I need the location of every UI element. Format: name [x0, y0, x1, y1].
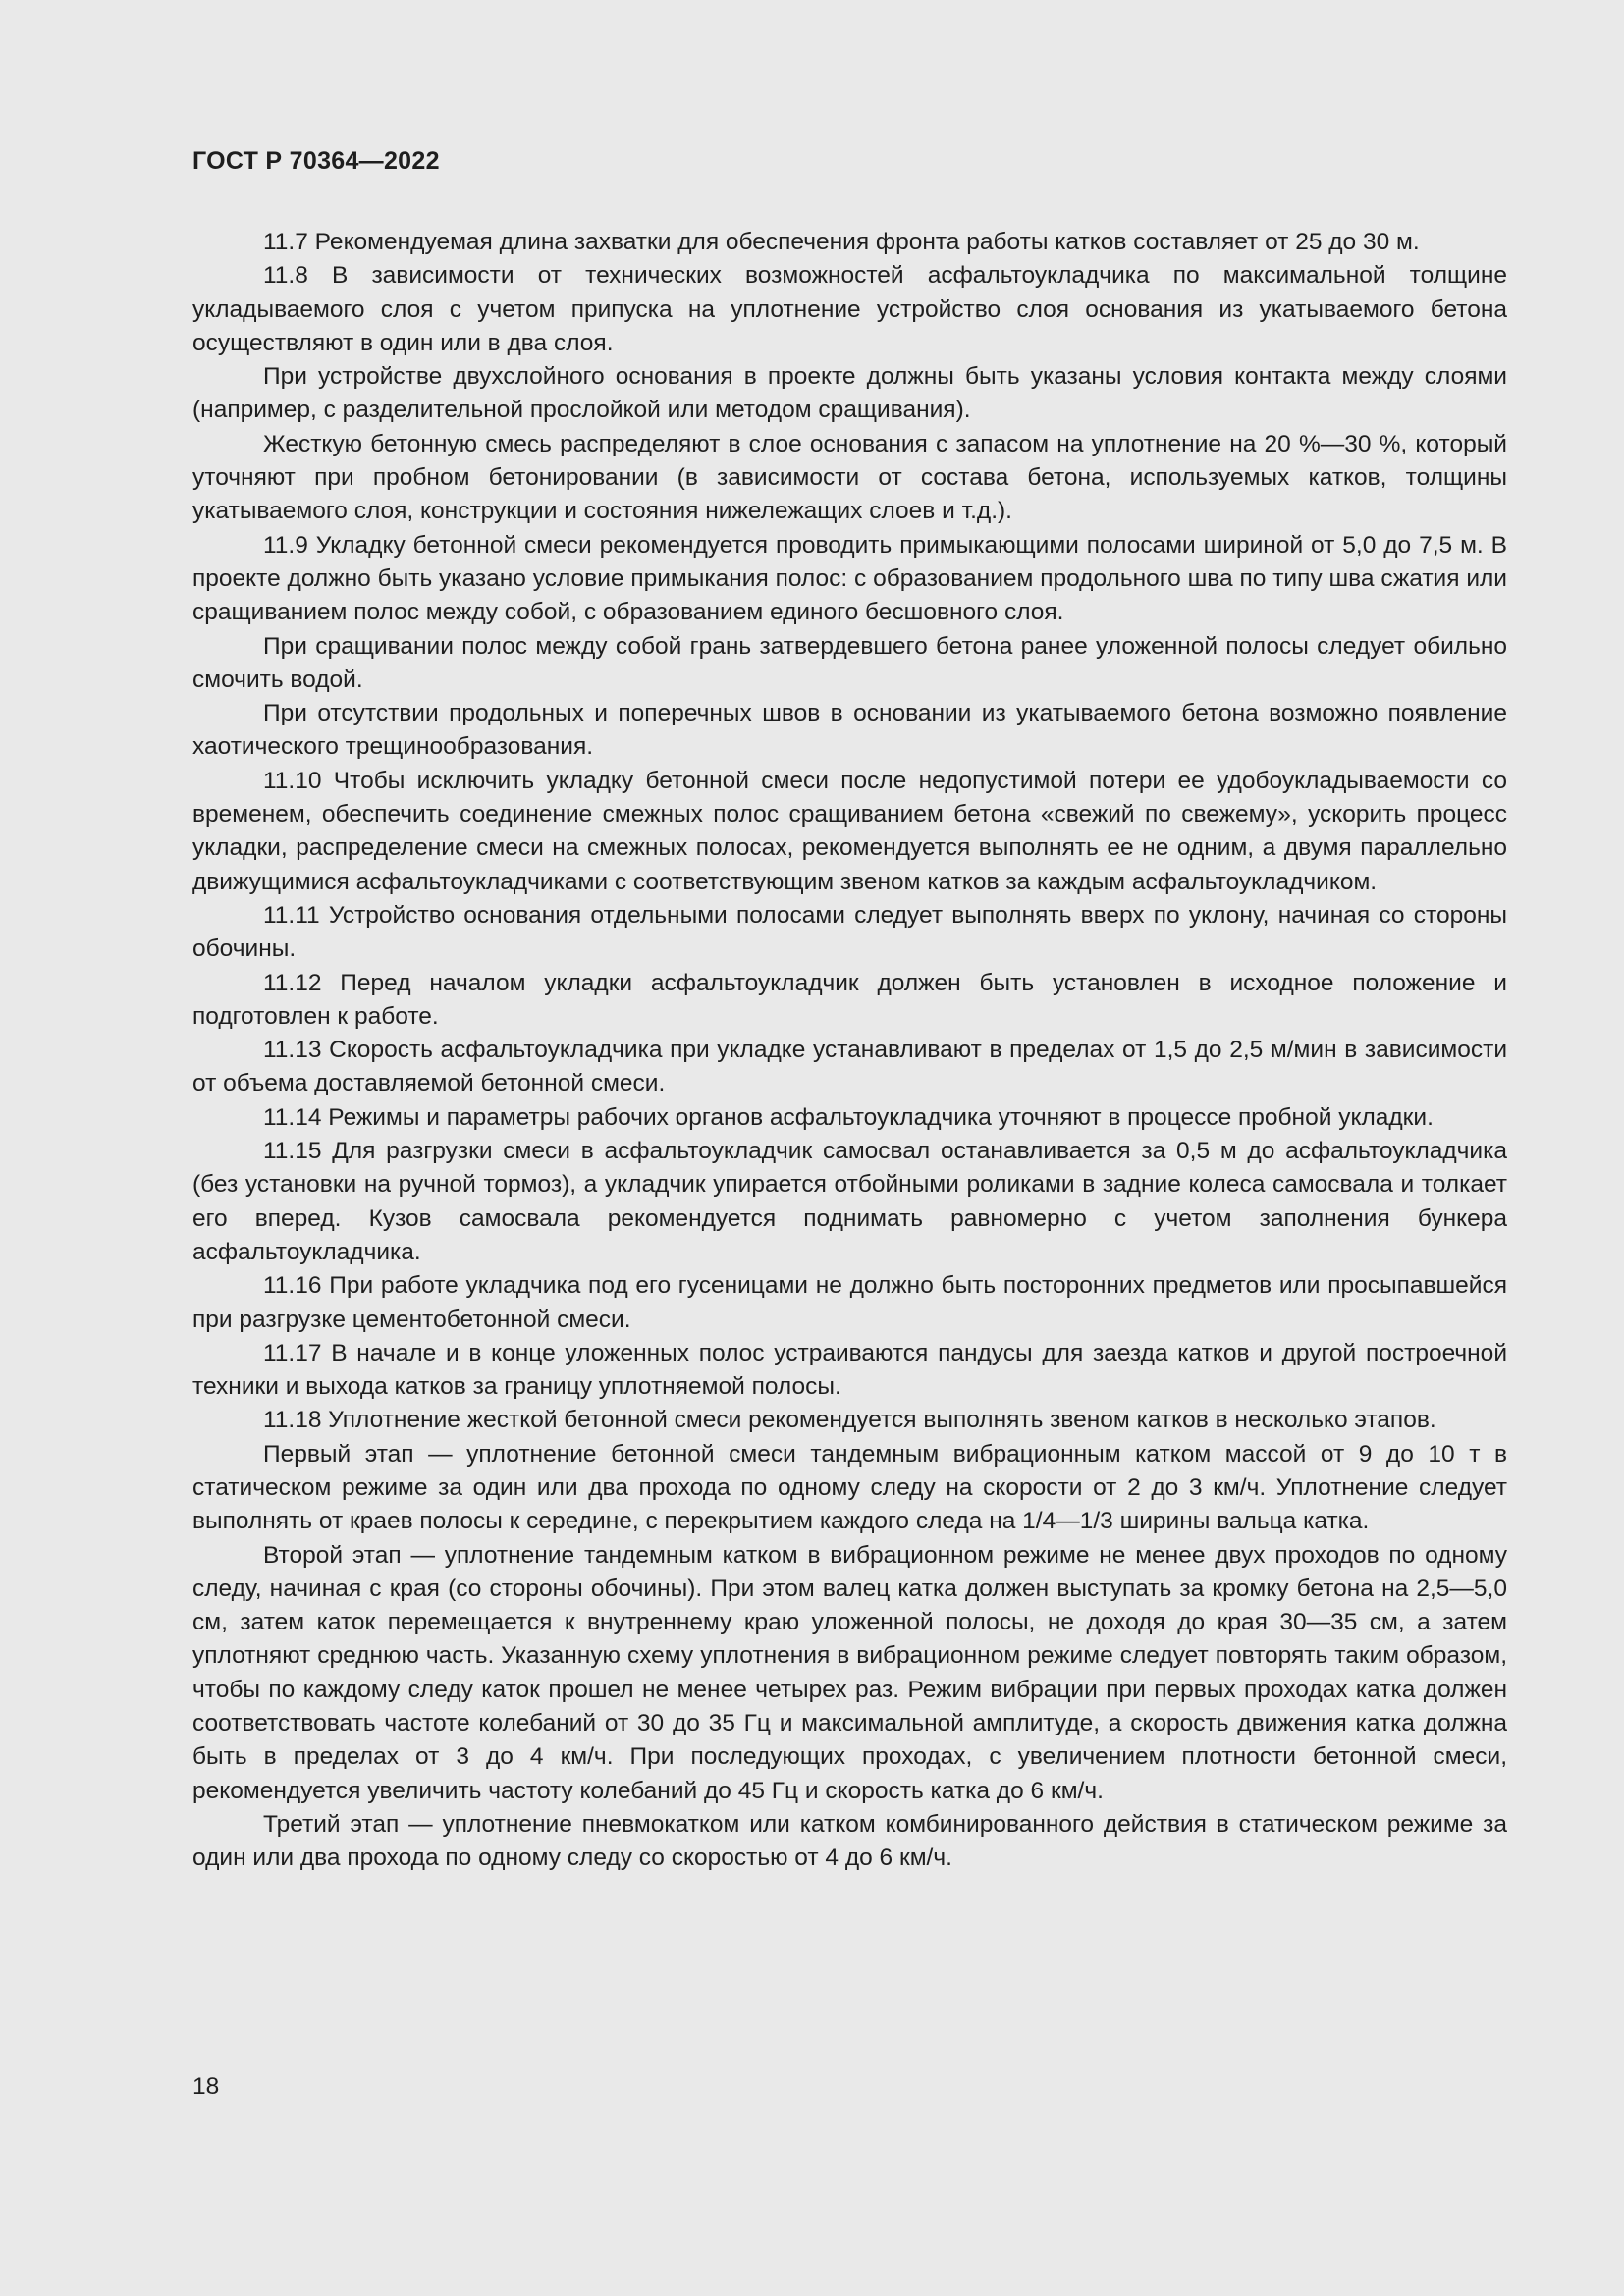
paragraph-11-14: 11.14 Режимы и параметры рабочих органов асфальтоукладчика уточняют в процессе пробной укладки. — [263, 1103, 1434, 1131]
paragraph-11-18: 11.18 Уплотнение жесткой бетонной смеси рекомендуется выполнять звеном катков в несколько этапов. — [263, 1407, 1436, 1434]
paragraph-11-9: 11.9 Укладку бетонной смеси рекомендуется проводить примыкающими полосами шириной от 5,0 до 7,5 м. В проекте должно быть указано условие примыкания полос: с образованием продольного шва по типу шва сжатия или сращиванием полос между собой, с образованием единого бесшовного слоя. — [192, 531, 1507, 626]
paragraph-11-16: 11.16 При работе укладчика под его гусеницами не должно быть посторонних предметов или просыпавшейся при разгрузке цементобетонной смеси. — [192, 1272, 1507, 1333]
paragraph-11-8: 11.8 В зависимости от технических возможностей асфальтоукладчика по максимальной толщине укладываемого слоя с учетом припуска на уплотнение устройство слоя основания из укатываемого бетона осуществляют в один или в два слоя. — [192, 262, 1507, 356]
paragraph-stage-2: Второй этап — уплотнение тандемным катком в вибрационном режиме не менее двух проходов по одному следу, начиная с края (со стороны обочины). При этом валец катка должен выступать за кромку бетона на 2,5—5,0 см, затем каток перемещается к внутреннему краю уложенной полосы, не доходя до края 30—35 см, а затем уплотняют среднюю часть. Указанную схему уплотнения в вибрационном режиме следует повторять таким образом, чтобы по каждому следу каток прошел не менее четырех раз. Режим вибрации при первых проходах катка должен соответствовать частоте колебаний от 30 до 35 Гц и максимальной амплитуде, а скорость движения катка должна быть в пределах от 3 до 4 км/ч. При последующих проходах, с увеличением плотности бетонной смеси, рекомендуется увеличить частоту колебаний до 45 Гц и скорость катка до 6 км/ч. — [192, 1541, 1507, 1804]
paragraph-11-13: 11.13 Скорость асфальтоукладчика при укладке устанавливают в пределах от 1,5 до 2,5 м/мин в зависимости от объема доставляемой бетонной смеси. — [192, 1037, 1507, 1097]
paragraph-two-layer-base: При устройстве двухслойного основания в проекте должны быть указаны условия контакта между слоями (например, с разделительной прослойкой или методом сращивания). — [192, 363, 1507, 424]
document-header: ГОСТ Р 70364—2022 — [192, 147, 440, 175]
paragraph-11-10: 11.10 Чтобы исключить укладку бетонной смеси после недопустимой потери ее удобоукладываемости со временем, обеспечить соединение смежных полос сращиванием бетона «свежий по свежему», ускорить процесс укладки, распределение смеси на смежных полосах, рекомендуется выполнять ее не одним, а двумя параллельно движущимися асфальтоукладчиками с соответствующим звеном катков за каждым асфальтоукладчиком. — [192, 767, 1507, 895]
document-body — [192, 226, 1507, 1876]
paragraph-strip-joining: При сращивании полос между собой грань затвердевшего бетона ранее уложенной полосы следует обильно смочить водой. — [192, 632, 1507, 693]
paragraph-11-12: 11.12 Перед началом укладки асфальтоукладчик должен быть установлен в исходное положение и подготовлен к работе. — [192, 969, 1507, 1030]
page-number: 18 — [192, 2073, 220, 2100]
paragraph-stage-1: Первый этап — уплотнение бетонной смеси тандемным вибрационным катком массой от 9 до 10 т в статическом режиме за один или два прохода по одному следу на скорости от 2 до 3 км/ч. Уплотнение следует выполнять от краев полосы к середине, с перекрытием каждого следа на 1/4—1/3 ширины вальца катка. — [192, 1440, 1507, 1535]
paragraph-11-11: 11.11 Устройство основания отдельными полосами следует выполнять вверх по уклону, начиная со стороны обочины. — [192, 901, 1507, 963]
paragraph-11-15: 11.15 Для разгрузки смеси в асфальтоукладчик самосвал останавливается за 0,5 м до асфальтоукладчика (без установки на ручной тормоз), а укладчик упирается отбойными роликами в задние колеса самосвала и толкает его вперед. Кузов самосвала рекомендуется поднимать равномерно с учетом заполнения бункера асфальтоукладчика. — [192, 1138, 1507, 1265]
paragraph-no-joints: При отсутствии продольных и поперечных швов в основании из укатываемого бетона возможно появление хаотического трещинообразования. — [192, 700, 1507, 761]
paragraph-stiff-mix-reserve: Жесткую бетонную смесь распределяют в слое основания с запасом на уплотнение на 20 %—30 %, который уточняют при пробном бетонировании (в зависимости от состава бетона, используемых катков, толщины укатываемого слоя, конструкции и состояния нижележащих слоев и т.д.). — [192, 430, 1507, 525]
paragraph-11-7: 11.7 Рекомендуемая длина захватки для обеспечения фронта работы катков составляет от 25 до 30 м. — [263, 229, 1420, 255]
paragraph-11-17: 11.17 В начале и в конце уложенных полос устраиваются пандусы для заезда катков и другой построечной техники и выхода катков за границу уплотняемой полосы. — [192, 1339, 1507, 1401]
paragraph-stage-3: Третий этап — уплотнение пневмокатком или катком комбинированного действия в статическом режиме за один или два прохода по одному следу со скоростью от 4 до 6 км/ч. — [192, 1810, 1507, 1872]
